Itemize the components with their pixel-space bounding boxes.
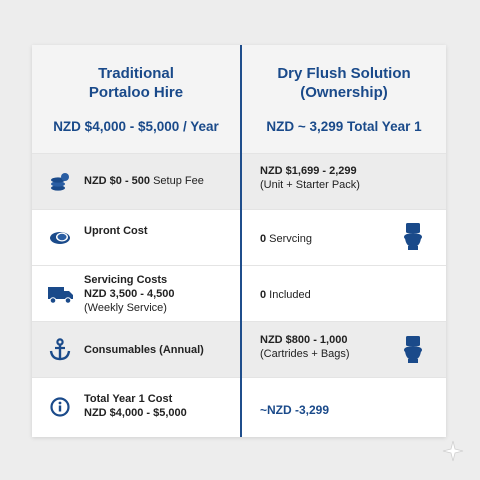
- coins-icon: [48, 227, 72, 249]
- unit-cost-amount: NZD $1,699 - 2,299: [260, 165, 357, 177]
- left-title-line1: Traditional: [98, 65, 174, 82]
- upfront-cost-label: Upront Cost: [84, 225, 148, 237]
- left-title-line2: Portaloo Hire: [88, 84, 184, 101]
- servicing-label: Servcing: [266, 233, 312, 245]
- consumables-cost-note: (Cartrides + Bags): [260, 348, 350, 360]
- servicing-costs-amount: NZD 3,500 - 4,500: [84, 288, 175, 300]
- comparison-card: [32, 45, 446, 437]
- sparkle-icon: [442, 440, 464, 462]
- unit-cost-text: [260, 164, 360, 192]
- row-total-year1: [32, 377, 446, 438]
- included-label: Included: [266, 289, 311, 301]
- row-upfront-cost: [32, 209, 446, 265]
- total-year1-label: Total Year 1 Cost: [84, 393, 173, 405]
- servicing-count: 0: [260, 233, 267, 245]
- consumables-cost-text: [260, 333, 350, 361]
- info-icon: [50, 397, 70, 417]
- servicing-costs-label: Servicing Costs: [84, 274, 168, 286]
- left-column-price: NZD $4,000 - $5,000 / Year: [53, 119, 219, 134]
- consumables-cost-amount: NZD $800 - 1,000: [260, 334, 348, 346]
- setup-fee-label: Setup Fee: [150, 175, 204, 187]
- total-year1-dryflush: ~NZD -3,299: [260, 403, 330, 417]
- total-year1-amount: NZD $4,000 - $5,000: [84, 407, 187, 419]
- truck-icon: [48, 286, 74, 304]
- row-consumables: [32, 321, 446, 377]
- included-count: 0: [260, 289, 267, 301]
- consumables-label: Consumables (Annual): [84, 344, 204, 356]
- coin-stack-icon: [49, 171, 71, 193]
- toilet-icon: [402, 334, 424, 364]
- row-servicing-costs: [32, 265, 446, 321]
- included-text: [260, 288, 311, 302]
- unit-cost-note: (Unit + Starter Pack): [260, 179, 360, 191]
- toilet-icon: [402, 221, 424, 251]
- servicing-costs-text: [84, 273, 175, 315]
- anchor-icon: [49, 338, 71, 362]
- total-year1-text: [84, 392, 187, 420]
- right-title-line2: (Ownership): [300, 84, 388, 101]
- right-column-title: [242, 64, 446, 102]
- servicing-costs-note: (Weekly Service): [84, 302, 167, 314]
- right-column-price: NZD ~ 3,299 Total Year 1: [266, 119, 422, 134]
- setup-fee-text: [84, 174, 204, 188]
- setup-fee-amount: NZD $0 - 500: [84, 175, 151, 187]
- left-column-title: [32, 64, 240, 102]
- row-setup-fee: [32, 153, 446, 209]
- comparison-header: [32, 45, 446, 153]
- column-divider: [240, 45, 242, 437]
- right-title-line1: Dry Flush Solution: [277, 65, 411, 82]
- servicing-text: [260, 232, 312, 246]
